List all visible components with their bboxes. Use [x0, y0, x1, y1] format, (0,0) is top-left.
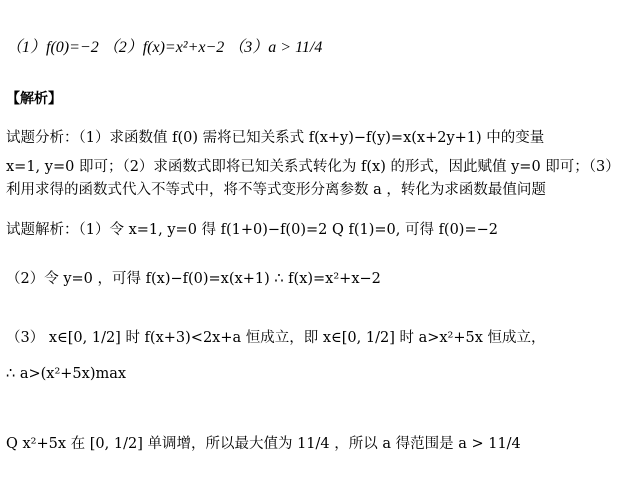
- answer-line: （1）f(0)=−2 （2）f(x)=x²+x−2 （3）a > 11/4: [6, 39, 323, 56]
- analysis-line-1: 试题分析：（1）求函数值 f(0) 需将已知关系式 f(x+y)−f(y)=x(x+2y+1) 中的变量: [6, 130, 545, 146]
- solution-line-3: （3） x∈[0, 1/2] 时 f(x+3)<2x+a 恒成立，即 x∈[0, 1/2] 时 a>x²+5x 恒成立，: [6, 330, 546, 346]
- analysis-line-2: x=1, y=0 即可；（2）求函数式即将已知关系式转化为 f(x) 的形式，因此赋值 y=0 即可；（3）: [6, 159, 620, 175]
- solution-line-2: （2）令 y=0 ，可得 f(x)−f(0)=x(x+1) ∴ f(x)=x²+x−2: [6, 271, 381, 287]
- solution-line-4: ∴ a>(x²+5x)max: [6, 366, 127, 382]
- analysis-line-3: 利用求得的函数式代入不等式中，将不等式变形分离参数 a ，转化为求函数最值问题: [6, 182, 546, 198]
- solution-line-5: Q x²+5x 在 [0, 1/2] 单调增，所以最大值为 11/4 ，所以 a 得范围是 a > 11/4: [6, 436, 521, 452]
- section-heading: 【解析】: [6, 91, 62, 107]
- solution-line-1: 试题解析：（1）令 x=1, y=0 得 f(1+0)−f(0)=2 Q f(1)=0, 可得 f(0)=−2: [6, 222, 498, 238]
